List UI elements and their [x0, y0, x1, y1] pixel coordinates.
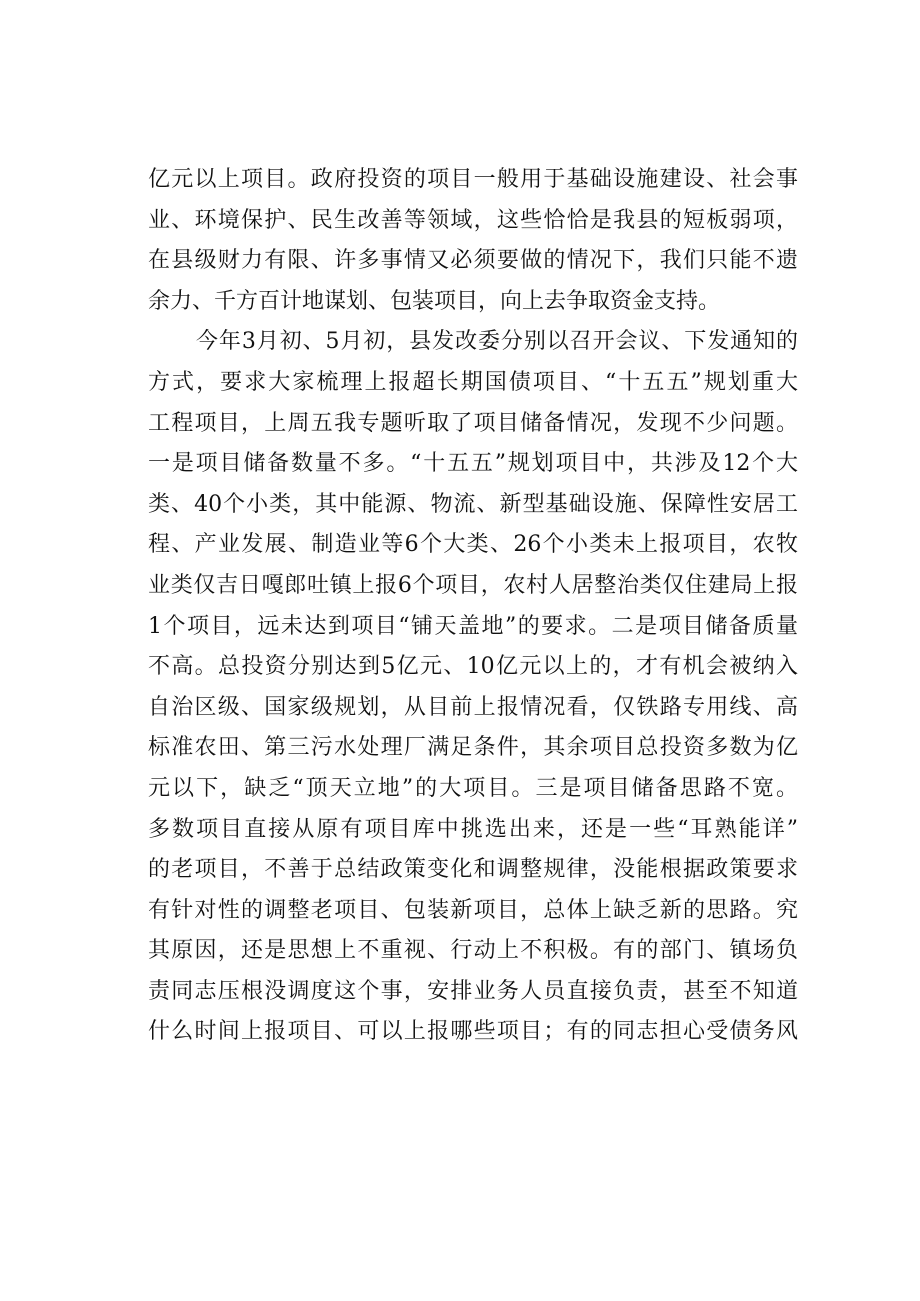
text-line: 在县级财力有限、许多事情又必须要做的情况下，我们只能不遗 [148, 248, 798, 274]
text-line: 1个项目，远未达到项目“铺天盖地”的要求。二是项目储备质量 [148, 613, 798, 639]
text-line: 方式，要求大家梳理上报超长期国债项目、“十五五”规划重大 [148, 369, 798, 395]
text-line: 有针对性的调整老项目、包装新项目，总体上缺乏新的思路。究 [148, 897, 798, 923]
text-line: 不高。总投资分别达到5亿元、10亿元以上的，才有机会被纳入 [148, 654, 798, 680]
text-line: 业、环境保护、民生改善等领域，这些恰恰是我县的短板弱项， [148, 207, 798, 233]
text-line: 的老项目，不善于总结政策变化和调整规律，没能根据政策要求 [148, 857, 798, 883]
text-line: 业类仅吉日嘎郎吐镇上报6个项目，农村人居整治类仅住建局上报 [148, 572, 798, 598]
text-line: 自治区级、国家级规划，从目前上报情况看，仅铁路专用线、高 [148, 694, 798, 720]
body-text [148, 160, 798, 1053]
text-line: 标准农田、第三污水处理厂满足条件，其余项目总投资多数为亿 [148, 735, 798, 761]
text-line: 多数项目直接从原有项目库中挑选出来，还是一些“耳熟能详” [148, 816, 798, 842]
text-line: 类、40个小类，其中能源、物流、新型基础设施、保障性安居工 [148, 491, 798, 517]
text-line: 元以下，缺乏“顶天立地”的大项目。三是项目储备思路不宽。 [148, 775, 798, 801]
text-line: 什么时间上报项目、可以上报哪些项目；有的同志担心受债务风 [148, 1019, 798, 1045]
text-line: 一是项目储备数量不多。“十五五”规划项目中，共涉及12个大 [148, 451, 798, 477]
text-line: 其原因，还是思想上不重视、行动上不积极。有的部门、镇场负 [148, 938, 798, 964]
text-line: 程、产业发展、制造业等6个大类、26个小类未上报项目，农牧 [148, 532, 798, 558]
text-line: 责同志压根没调度这个事，安排业务人员直接负责，甚至不知道 [148, 978, 798, 1004]
text-line: 工程项目，上周五我专题听取了项目储备情况，发现不少问题。 [148, 410, 798, 436]
text-line: 亿元以上项目。政府投资的项目一般用于基础设施建设、社会事 [148, 167, 798, 192]
paragraph-first-line: 今年3月初、5月初，县发改委分别以召开会议、下发通知的 [196, 329, 798, 355]
text-line: 余力、千方百计地谋划、包装项目，向上去争取资金支持。 [148, 288, 721, 314]
